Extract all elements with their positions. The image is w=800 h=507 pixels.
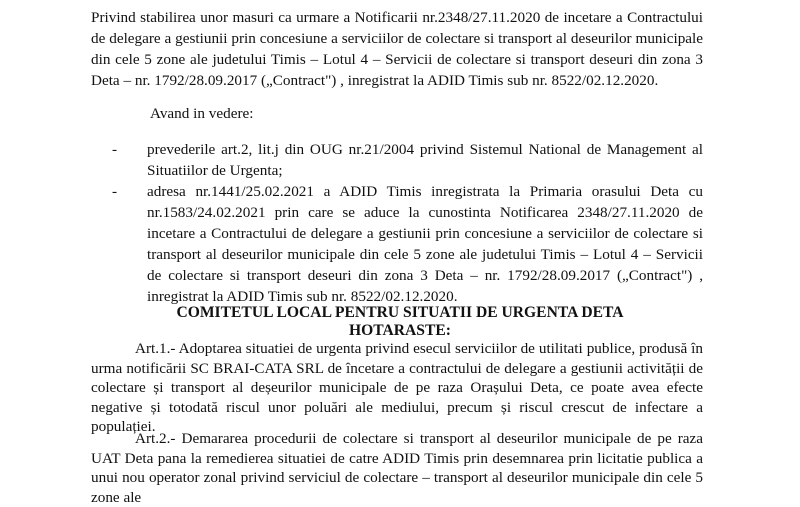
considerations-list	[110, 139, 703, 307]
article-2: Art.2.- Demararea procedurii de colectare si transport al deseurilor municipale de pe raza UAT Deta pana la remedierea situatiei de catre ADID Timis prin desemnarea prin licitatie publica a unui nou operator zonal privind serviciul de colectare – transport al deseurilor municipale din cele 5 zone ale	[91, 430, 703, 506]
list-item	[110, 139, 703, 181]
list-item-text: adresa nr.1441/25.02.2021 a ADID Timis inregistrata la Primaria orasului Deta cu nr.1583/24.02.2021 prin care se aduce la cunostinta Notificarea 2348/27.11.2020 de incetare a Contractului de delegare a gestiunii prin concesiune a serviciilor de colectare si transport al deseurilor municipale din cele 5 zone ale judetului Timis – Lotul 4 – Servicii de colectare si transport deseuri din zona 3 Deta – nr. 1792/28.09.2017 („Contract") , inregistrat la ADID Timis sub nr. 8522/02.12.2020.	[147, 183, 703, 305]
committee-heading: COMITETUL LOCAL PENTRU SITUATII DE URGENTA DETA	[176, 304, 624, 321]
article-1: Art.1.- Adoptarea situatiei de urgenta privind esecul serviciilor de utilitati publice, produsă în urma notificării SC BRAI-CATA SRL de încetare a contractului de delegare a gestiunii activității de colectare și transport al deșeurilor municipale de pe raza Orașului Deta, ce poate avea efecte negative și totodată riscul unor poluări ale mediului, precum și riscul crescut de infectare a populației.	[91, 340, 703, 436]
decision-heading: HOTARASTE:	[349, 322, 451, 339]
list-item	[110, 181, 703, 307]
avand-in-vedere-label: Avand in vedere:	[150, 105, 254, 122]
bullet-dash: -	[112, 141, 118, 158]
list-item-text: prevederile art.2, lit.j din OUG nr.21/2004 privind Sistemul National de Management al Situatiilor de Urgenta;	[147, 141, 703, 179]
bullet-dash: -	[112, 183, 118, 200]
intro-paragraph: Privind stabilirea unor masuri ca urmare a Notificarii nr.2348/27.11.2020 de incetare a Contractului de delegare a gestiunii prin concesiune a serviciilor de colectare si transport al deseurilor municipale din cele 5 zone ale judetului Timis – Lotul 4 – Servicii de colectare si transport deseuri din zona 3 Deta – nr. 1792/28.09.2017 („Contract") , inregistrat la ADID Timis sub nr. 8522/02.12.2020.	[91, 9, 703, 89]
